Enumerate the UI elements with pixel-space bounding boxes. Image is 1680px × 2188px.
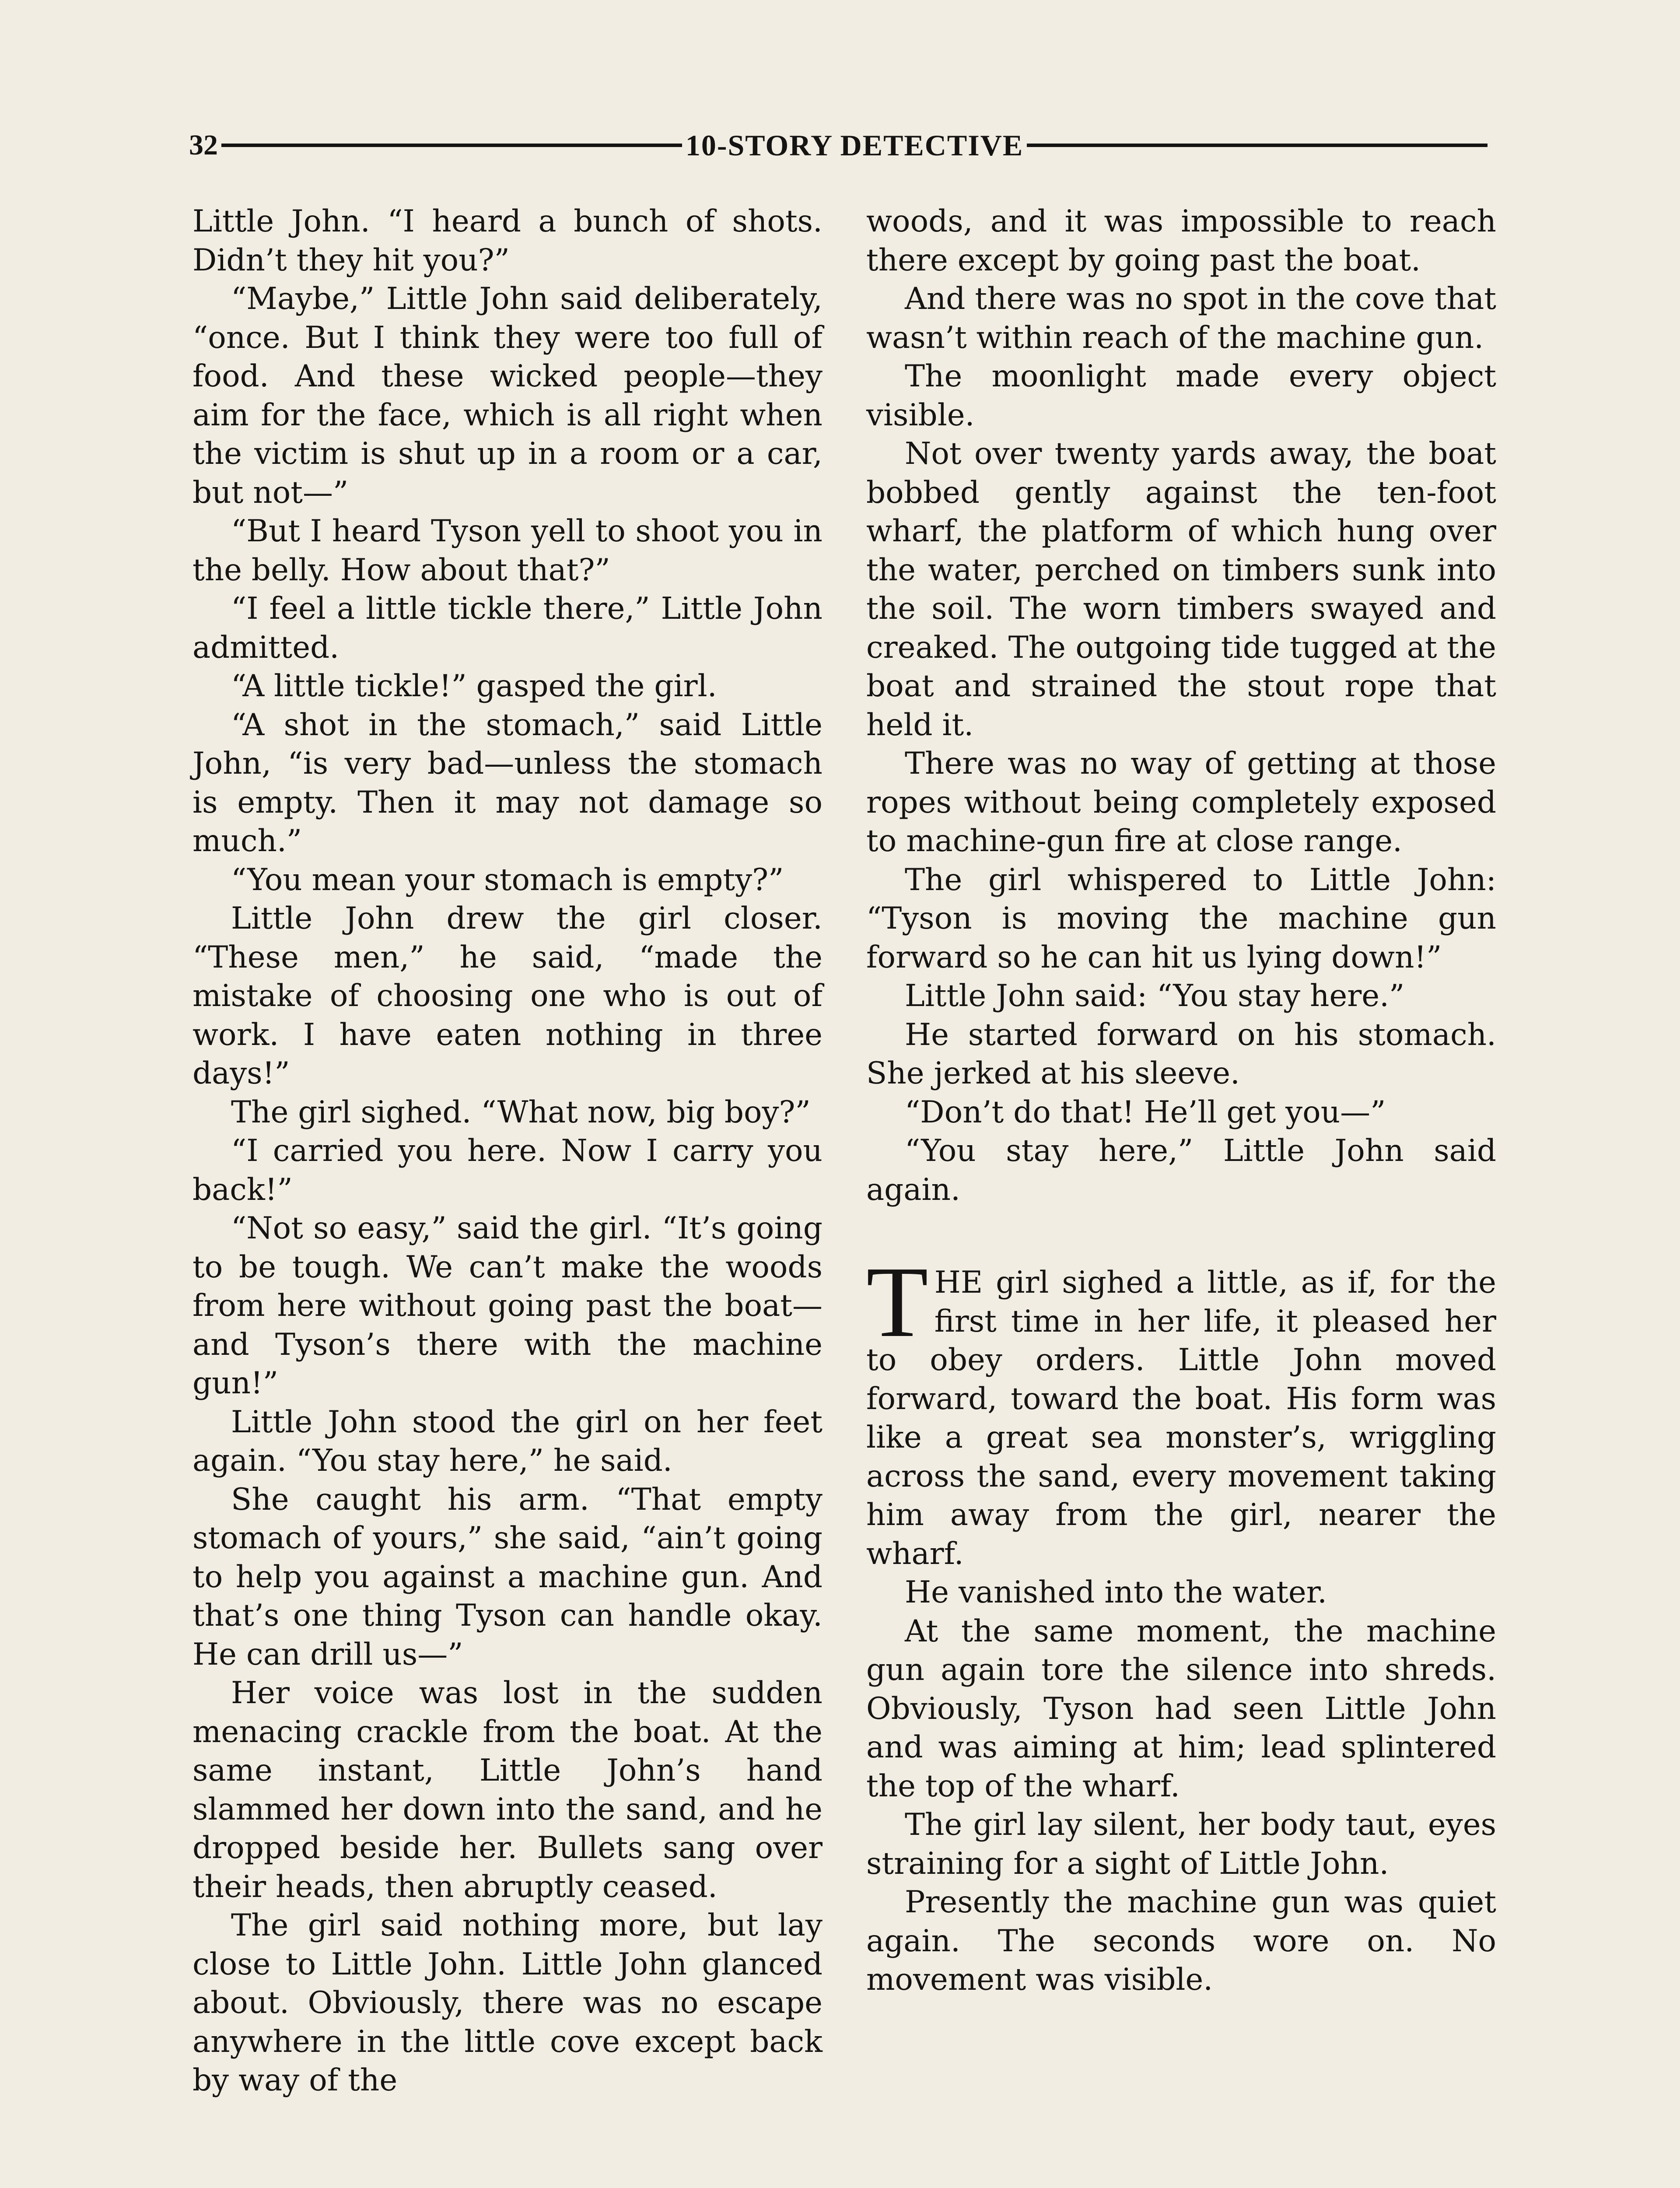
section-opening-text: HE girl sighed a little, as if, for the first time in her life, it pleased her to obey orders. Little John moved forward, toward the boat. His form was like a great sea monster’s, wriggling across the sand, every movement taking him away from the girl, nearer the wharf.	[866, 1265, 1496, 1571]
left-paragraph: “I carried you here. Now I carry you back!”	[192, 1133, 822, 1207]
left-paragraph: “I feel a little tickle there,” Little John admitted.	[192, 591, 822, 665]
drop-cap: T	[866, 1246, 928, 1358]
left-paragraph: The girl said nothing more, but lay close to Little John. Little John glanced about. Obviously, there was no escape anywhere in the little cove except back by way of the	[192, 1908, 822, 2098]
left-paragraph: The girl sighed. “What now, big boy?”	[231, 1094, 811, 1130]
left-column	[192, 202, 822, 2100]
left-paragraph: Little John. “I heard a bunch of shots. Didn’t they hit you?”	[192, 204, 822, 278]
magazine-title: 10-STORY DETECTIVE	[685, 129, 1024, 162]
right-paragraph: At the same moment, the machine gun again tore the silence into shreds. Obviously, Tyson had seen Little John and was aiming at him; lead splintered the top of the wharf.	[866, 1613, 1496, 1804]
right-paragraph: The girl whispered to Little John: “Tyson is moving the machine gun forward so he can hit us lying down!”	[866, 862, 1496, 975]
left-paragraph: She caught his arm. “That empty stomach of yours,” she said, “ain’t going to help you against a machine gun. And that’s one thing Tyson can handle okay. He can drill us—”	[192, 1482, 822, 1672]
left-paragraph: Little John stood the girl on her feet again. “You stay here,” he said.	[192, 1404, 822, 1478]
right-paragraph: The moonlight made every object visible.	[866, 359, 1496, 433]
running-header	[189, 123, 1491, 167]
right-paragraph: Little John said: “You stay here.”	[905, 978, 1405, 1013]
header-rule-left	[221, 144, 682, 147]
right-paragraph: The girl lay silent, her body taut, eyes straining for a sight of Little John.	[866, 1807, 1496, 1881]
left-paragraph: “A shot in the stomach,” said Little John, “is very bad—unless the stomach is empty. Then it may not damage so much.”	[192, 707, 822, 859]
header-rule-right	[1027, 144, 1488, 147]
right-column	[866, 202, 1496, 1999]
left-paragraph: Little John drew the girl closer. “These men,” he said, “made the mistake of choosing one who is out of work. I have eaten nothing in three days!”	[192, 901, 822, 1091]
page-number: 32	[189, 129, 218, 161]
left-paragraph: Her voice was lost in the sudden menacing crackle from the boat. At the same instant, Little John’s hand slammed her down into the sand, and he dropped beside her. Bullets sang over their heads, then abruptly ceased.	[192, 1676, 822, 1904]
right-paragraph: He started forward on his stomach. She jerked at his sleeve.	[866, 1017, 1496, 1091]
right-paragraph: “Don’t do that! He’ll get you—”	[905, 1094, 1386, 1130]
left-paragraph: “Not so easy,” said the girl. “It’s going to be tough. We can’t make the woods from here without going past the boat—and Tyson’s there with the machine gun!”	[192, 1211, 822, 1401]
right-paragraph: Presently the machine gun was quiet again. The seconds wore on. No movement was visible.	[866, 1885, 1496, 1997]
left-paragraph: “Maybe,” Little John said deliberately, “once. But I think they were too full of food. And these wicked people—they aim for the face, which is all right when the victim is shut up in a room or a car, but not—”	[192, 281, 822, 510]
section-opening-paragraph	[866, 1246, 1496, 1573]
right-paragraph: Not over twenty yards away, the boat bobbed gently against the ten-foot wharf, the platform of which hung over the water, perched on timbers sunk into the soil. The worn timbers swayed and creaked. The outgoing tide tugged at the boat and strained the stout rope that held it.	[866, 436, 1496, 743]
right-paragraph: And there was no spot in the cove that wasn’t within reach of the machine gun.	[866, 281, 1496, 355]
right-paragraph: woods, and it was impossible to reach there except by going past the boat.	[866, 204, 1496, 278]
left-paragraph: “But I heard Tyson yell to shoot you in the belly. How about that?”	[192, 514, 822, 588]
left-paragraph: “A little tickle!” gasped the girl.	[231, 669, 717, 704]
right-paragraph: “You stay here,” Little John said again.	[866, 1133, 1496, 1207]
right-paragraph: There was no way of getting at those ropes without being completely exposed to machine-gun fire at close range.	[866, 746, 1496, 859]
right-paragraph: He vanished into the water.	[905, 1575, 1327, 1610]
left-paragraph: “You mean your stomach is empty?”	[231, 862, 784, 898]
